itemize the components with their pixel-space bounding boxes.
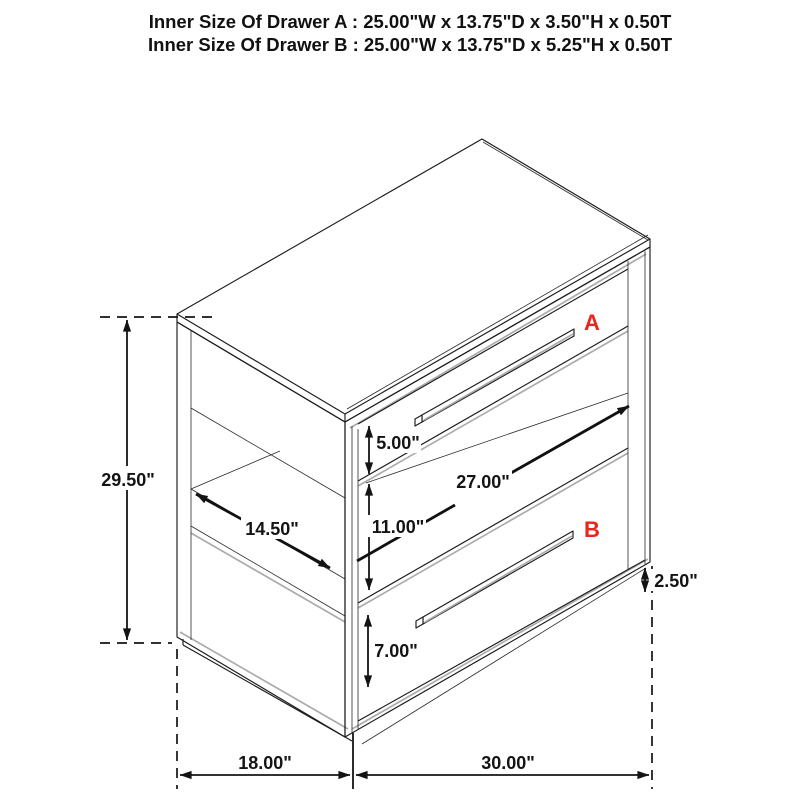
drawer-a-identifier: A <box>584 310 600 335</box>
shelf-depth-label: 14.50" <box>245 519 299 539</box>
header-drawer-b-spec: Inner Size Of Drawer B : 25.00"W x 13.75"D x 5.25"H x 0.50T <box>148 34 672 55</box>
drawer-a-top-edge <box>358 269 628 424</box>
shelf-front-edge <box>191 526 345 616</box>
overall-depth-label: 18.00" <box>238 753 292 773</box>
drawer-b-opening-height-label: 11.00" <box>371 517 425 537</box>
drawer-b-identifier: B <box>584 517 600 542</box>
top-surface <box>177 139 650 414</box>
shelf-niche-top-edge <box>191 408 345 498</box>
handle-end-cap <box>415 415 422 426</box>
lower-face-height-label: 7.00" <box>374 641 418 661</box>
handle-end-cap <box>416 617 423 628</box>
overall-height-label: 29.50" <box>101 470 155 490</box>
base-height-label: 2.50" <box>654 571 698 591</box>
drawer-a-face-height-label: 5.00" <box>376 433 420 453</box>
header-drawer-a-spec: Inner Size Of Drawer A : 25.00"W x 13.75"D x 3.50"H x 0.50T <box>148 11 672 32</box>
top-panel <box>177 139 650 422</box>
interior-width-label: 27.00" <box>456 472 510 492</box>
drawer-a-bottom-edge <box>358 326 628 481</box>
interior-back-line <box>191 451 280 489</box>
label-backgrounds <box>102 431 700 661</box>
overall-width-label: 30.00" <box>481 753 535 773</box>
